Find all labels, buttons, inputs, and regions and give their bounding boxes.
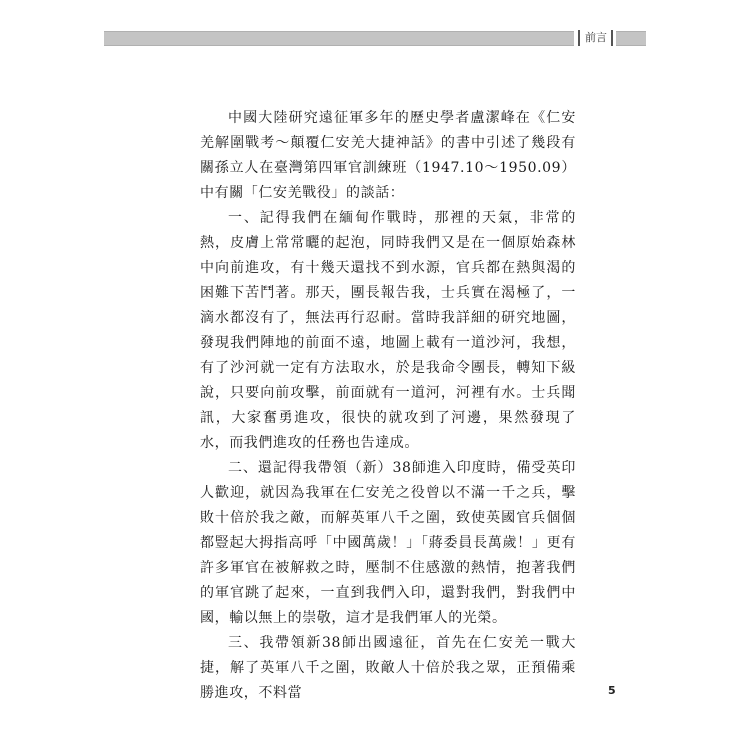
- header-divider-left: [578, 30, 580, 46]
- header-divider-right: [611, 30, 613, 46]
- paragraph-three: 三、我帶領新38師出國遠征，首先在仁安羌一戰大捷，解了英軍八千之圍，敗敵人十倍於我之眾，正預備乘勝進攻，不料當: [200, 635, 576, 701]
- paragraph-intro: 中國大陸研究遠征軍多年的歷史學者盧潔峰在《仁安羌解圍戰考～顛覆仁安羌大捷神話》的書中引述了幾段有關孫立人在臺灣第四軍官訓練班（1947.10～1950.09）中有關「仁安羌戰役」的談話：: [200, 110, 576, 201]
- page-number: 5: [608, 684, 616, 697]
- header-rule-bar: [104, 31, 574, 46]
- paragraph-one: 一、記得我們在緬甸作戰時，那裡的天氣，非常的熱，皮膚上常常曬的起泡，同時我們又是在一個原始森林中向前進攻，有十幾天還找不到水源，官兵都在熱與渴的困難下苦鬥著。那天，團長報告我，士兵實在渴極了，一滴水都沒有了，無法再行忍耐。當時我詳細的研究地圖，發現我們陣地的前面不遠，地圖上載有一道沙河，我想，有了沙河就一定有方法取水，於是我命令團長，轉知下級說，只要向前攻擊，前面就有一道河，河裡有水。士兵聞訊，大家奮勇進攻，很快的就攻到了河邊，果然發現了水，而我們進攻的任務也告達成。: [200, 210, 576, 451]
- paragraph-two: 二、還記得我帶領（新）38師進入印度時，備受英印人歡迎，就因為我軍在仁安羌之役曾以不滿一千之兵，擊敗十倍於我之敵，而解英軍八千之圍，致使英國官兵個個都豎起大拇指高呼「中國萬歲！」「蔣委員長萬歲！」更有許多軍官在被解救之時，壓制不住感激的熱情，抱著我們的軍官跳了起來，一直到我們入印，還對我們，對我們中國，輸以無上的崇敬，這才是我們軍人的光榮。: [200, 460, 576, 626]
- section-title: 前言: [585, 31, 607, 44]
- body-text: [200, 106, 576, 706]
- header-rule-tail: [616, 31, 646, 46]
